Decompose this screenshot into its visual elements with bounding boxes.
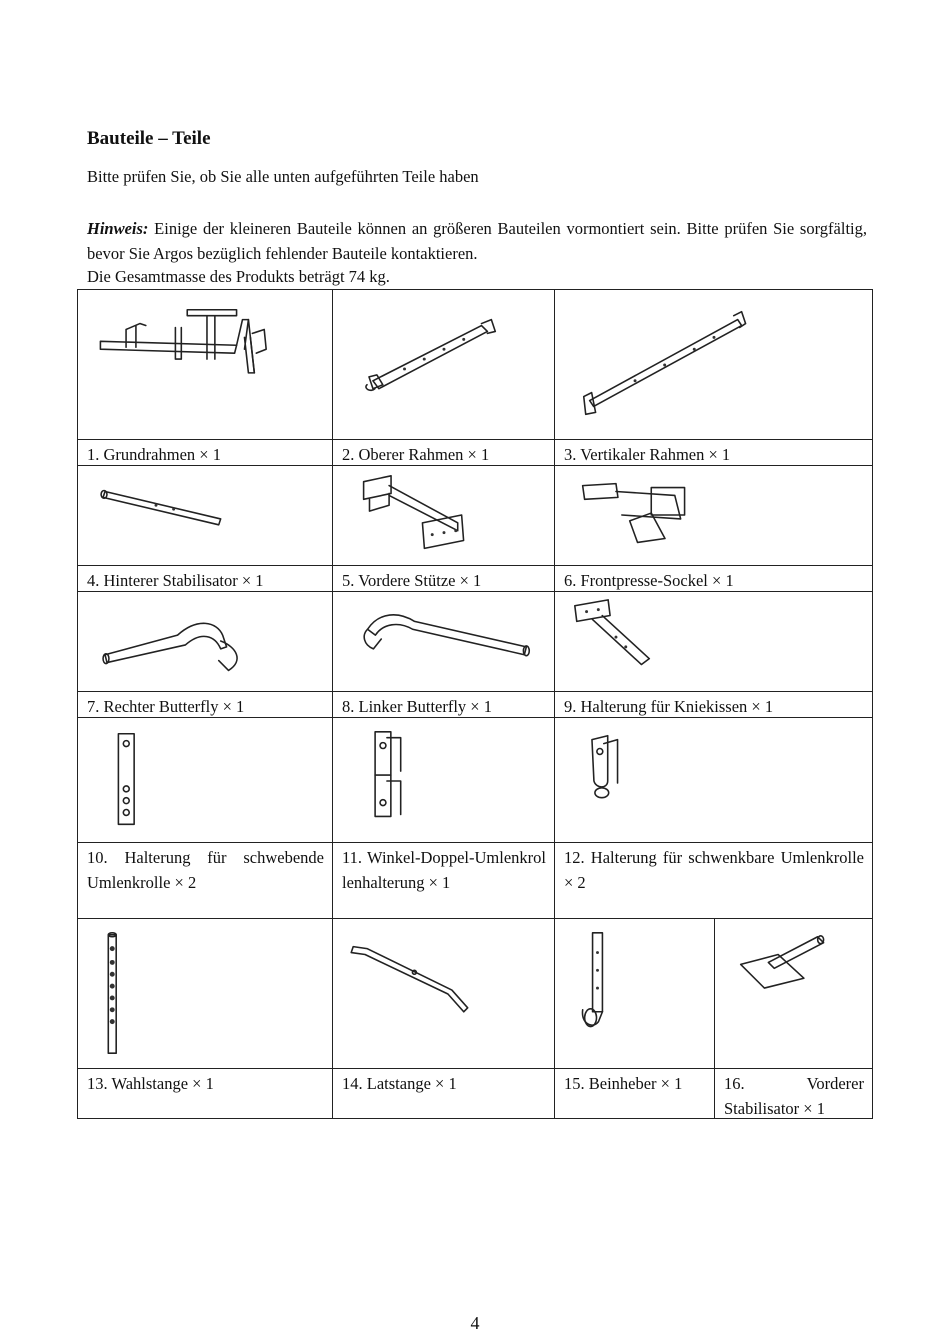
part-image-9 xyxy=(554,591,873,692)
selector-rod-icon xyxy=(78,919,332,1068)
double-pulley-bracket-icon xyxy=(333,718,554,842)
left-butterfly-icon xyxy=(333,592,554,691)
intro-text: Bitte prüfen Sie, ob Sie alle unten aufgeführten Teile haben xyxy=(87,167,479,186)
part-label-7: 7. Rechter Butterfly × 1 xyxy=(77,691,333,718)
part-label-15: 15. Beinheber × 1 xyxy=(554,1068,715,1119)
part-label-5: 5. Vordere Stütze × 1 xyxy=(332,565,555,592)
note-paragraph xyxy=(87,217,867,266)
front-stabilizer-icon xyxy=(715,919,872,1068)
part-label-16: 16. Vorderer Stabilisator × 1 xyxy=(714,1068,873,1119)
part-image-2 xyxy=(332,289,555,440)
parts-table xyxy=(77,289,873,1119)
upper-frame-icon xyxy=(333,290,554,439)
part-image-14 xyxy=(332,918,555,1069)
part-label-11: 11. Winkel-Doppel-Umlenkrollenhalterung × 1 xyxy=(332,842,555,919)
part-image-3 xyxy=(554,289,873,440)
part-image-8 xyxy=(332,591,555,692)
lat-bar-icon xyxy=(333,919,554,1068)
page-title: Bauteile – Teile xyxy=(87,128,211,149)
part-label-9: 9. Halterung für Kniekissen × 1 xyxy=(554,691,873,718)
part-image-12 xyxy=(554,717,873,843)
part-image-4 xyxy=(77,465,333,566)
part-label-12: 12. Halterung für schwenkbare Umlenkrolle × 2 xyxy=(554,842,873,919)
rear-stabilizer-icon xyxy=(78,466,332,565)
part-label-1: 1. Grundrahmen × 1 xyxy=(77,439,333,466)
part-image-7 xyxy=(77,591,333,692)
part-image-6 xyxy=(554,465,873,566)
base-frame-icon xyxy=(78,290,332,439)
total-mass-text: Die Gesamtmasse des Produkts beträgt 74 kg. xyxy=(87,267,390,286)
floating-pulley-bracket-icon xyxy=(78,718,332,842)
part-image-10 xyxy=(77,717,333,843)
front-press-base-icon xyxy=(555,466,872,565)
part-label-13: 13. Wahlstange × 1 xyxy=(77,1068,333,1119)
vertical-frame-icon xyxy=(555,290,872,439)
note-text: Einige der kleineren Bauteile können an größeren Bauteilen vormontiert sein. Bitte prüfen Sie sorgfältig, bevor Sie Argos bezüglich fehlender Bauteile kontaktieren. xyxy=(87,219,867,263)
leg-lift-icon xyxy=(555,919,714,1068)
part-image-16 xyxy=(714,918,873,1069)
right-butterfly-icon xyxy=(78,592,332,691)
page-number: 4 xyxy=(470,1313,480,1333)
part-image-5 xyxy=(332,465,555,566)
part-image-15 xyxy=(554,918,715,1069)
part-label-6: 6. Frontpresse-Sockel × 1 xyxy=(554,565,873,592)
part-image-11 xyxy=(332,717,555,843)
part-label-2: 2. Oberer Rahmen × 1 xyxy=(332,439,555,466)
part-image-1 xyxy=(77,289,333,440)
part-image-13 xyxy=(77,918,333,1069)
part-label-8: 8. Linker Butterfly × 1 xyxy=(332,691,555,718)
knee-pad-bracket-icon xyxy=(555,592,872,691)
front-support-icon xyxy=(333,466,554,565)
part-label-10: 10. Halterung für schwebende Umlenkrolle × 2 xyxy=(77,842,333,919)
part-label-4: 4. Hinterer Stabilisator × 1 xyxy=(77,565,333,592)
note-label: Hinweis: xyxy=(87,219,149,238)
part-label-3: 3. Vertikaler Rahmen × 1 xyxy=(554,439,873,466)
swivel-pulley-bracket-icon xyxy=(555,718,872,842)
part-label-14: 14. Latstange × 1 xyxy=(332,1068,555,1119)
